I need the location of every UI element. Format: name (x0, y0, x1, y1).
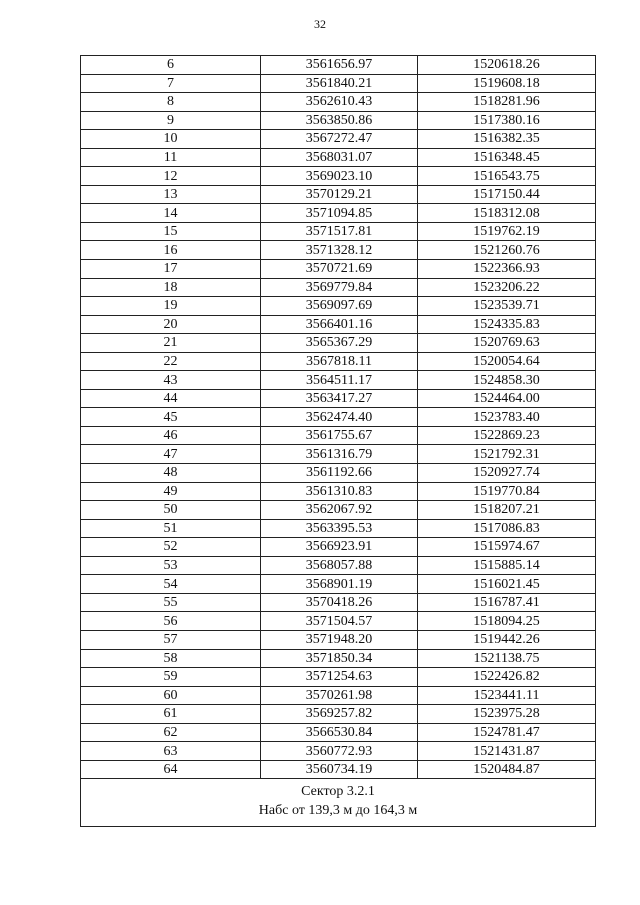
point-number-cell: 52 (81, 538, 261, 557)
x-coordinate-cell: 3571504.57 (261, 612, 418, 631)
y-coordinate-cell: 1524335.83 (418, 315, 596, 334)
x-coordinate-cell: 3562474.40 (261, 408, 418, 427)
y-coordinate-cell: 1517150.44 (418, 185, 596, 204)
page-number: 32 (314, 17, 326, 31)
table-row (81, 519, 596, 538)
point-number-cell: 12 (81, 167, 261, 186)
table-row (81, 352, 596, 371)
table-row (81, 630, 596, 649)
point-number-cell: 20 (81, 315, 261, 334)
point-number-cell: 53 (81, 556, 261, 575)
y-coordinate-cell: 1521138.75 (418, 649, 596, 668)
y-coordinate-cell: 1516348.45 (418, 148, 596, 167)
x-coordinate-cell: 3568901.19 (261, 575, 418, 594)
y-coordinate-cell: 1520927.74 (418, 464, 596, 483)
x-coordinate-cell: 3560734.19 (261, 760, 418, 779)
y-coordinate-cell: 1524858.30 (418, 371, 596, 390)
y-coordinate-cell: 1524464.00 (418, 389, 596, 408)
table-row (81, 723, 596, 742)
y-coordinate-cell: 1523975.28 (418, 705, 596, 724)
point-number-cell: 6 (81, 56, 261, 75)
point-number-cell: 15 (81, 222, 261, 241)
point-number-cell: 57 (81, 630, 261, 649)
y-coordinate-cell: 1519442.26 (418, 630, 596, 649)
x-coordinate-cell: 3568031.07 (261, 148, 418, 167)
point-number-cell: 64 (81, 760, 261, 779)
y-coordinate-cell: 1523539.71 (418, 297, 596, 316)
point-number-cell: 62 (81, 723, 261, 742)
x-coordinate-cell: 3564511.17 (261, 371, 418, 390)
point-number-cell: 10 (81, 130, 261, 149)
point-number-cell: 17 (81, 260, 261, 279)
x-coordinate-cell: 3561310.83 (261, 482, 418, 501)
y-coordinate-cell: 1523783.40 (418, 408, 596, 427)
x-coordinate-cell: 3568057.88 (261, 556, 418, 575)
y-coordinate-cell: 1519608.18 (418, 74, 596, 93)
point-number-cell: 60 (81, 686, 261, 705)
x-coordinate-cell: 3571948.20 (261, 630, 418, 649)
y-coordinate-cell: 1523206.22 (418, 278, 596, 297)
point-number-cell: 45 (81, 408, 261, 427)
x-coordinate-cell: 3560772.93 (261, 742, 418, 761)
y-coordinate-cell: 1518094.25 (418, 612, 596, 631)
table-row (81, 260, 596, 279)
x-coordinate-cell: 3569257.82 (261, 705, 418, 724)
table-row (81, 148, 596, 167)
table-row (81, 371, 596, 390)
y-coordinate-cell: 1520484.87 (418, 760, 596, 779)
y-coordinate-cell: 1521431.87 (418, 742, 596, 761)
table-row (81, 464, 596, 483)
point-number-cell: 46 (81, 426, 261, 445)
y-coordinate-cell: 1517380.16 (418, 111, 596, 130)
x-coordinate-cell: 3566530.84 (261, 723, 418, 742)
point-number-cell: 58 (81, 649, 261, 668)
y-coordinate-cell: 1522426.82 (418, 668, 596, 687)
table-row (81, 334, 596, 353)
x-coordinate-cell: 3567272.47 (261, 130, 418, 149)
y-coordinate-cell: 1524781.47 (418, 723, 596, 742)
x-coordinate-cell: 3570721.69 (261, 260, 418, 279)
point-number-cell: 48 (81, 464, 261, 483)
point-number-cell: 11 (81, 148, 261, 167)
table-row (81, 56, 596, 75)
point-number-cell: 16 (81, 241, 261, 260)
table-row (81, 742, 596, 761)
x-coordinate-cell: 3563417.27 (261, 389, 418, 408)
x-coordinate-cell: 3570129.21 (261, 185, 418, 204)
x-coordinate-cell: 3571254.63 (261, 668, 418, 687)
table-row (81, 297, 596, 316)
table-row (81, 93, 596, 112)
point-number-cell: 49 (81, 482, 261, 501)
table-row (81, 167, 596, 186)
point-number-cell: 50 (81, 501, 261, 520)
table-row (81, 593, 596, 612)
y-coordinate-cell: 1520054.64 (418, 352, 596, 371)
x-coordinate-cell: 3562067.92 (261, 501, 418, 520)
sector-title: Сектор 3.2.1 (301, 784, 375, 800)
table-row (81, 389, 596, 408)
coordinates-table-body (81, 56, 596, 779)
x-coordinate-cell: 3571094.85 (261, 204, 418, 223)
table-row (81, 760, 596, 779)
table-row (81, 556, 596, 575)
y-coordinate-cell: 1517086.83 (418, 519, 596, 538)
table-row (81, 482, 596, 501)
y-coordinate-cell: 1518207.21 (418, 501, 596, 520)
sector-row (81, 779, 596, 827)
y-coordinate-cell: 1521260.76 (418, 241, 596, 260)
sector-height-range: Набс от 139,3 м до 164,3 м (258, 803, 418, 819)
y-coordinate-cell: 1516021.45 (418, 575, 596, 594)
point-number-cell: 9 (81, 111, 261, 130)
point-number-cell: 7 (81, 74, 261, 93)
table-row (81, 74, 596, 93)
x-coordinate-cell: 3566401.16 (261, 315, 418, 334)
y-coordinate-cell: 1523441.11 (418, 686, 596, 705)
x-coordinate-cell: 3562610.43 (261, 93, 418, 112)
y-coordinate-cell: 1516787.41 (418, 593, 596, 612)
x-coordinate-cell: 3563395.53 (261, 519, 418, 538)
table-row (81, 705, 596, 724)
point-number-cell: 14 (81, 204, 261, 223)
point-number-cell: 55 (81, 593, 261, 612)
point-number-cell: 22 (81, 352, 261, 371)
point-number-cell: 43 (81, 371, 261, 390)
y-coordinate-cell: 1519762.19 (418, 222, 596, 241)
coordinates-table (80, 55, 596, 827)
point-number-cell: 8 (81, 93, 261, 112)
y-coordinate-cell: 1518281.96 (418, 93, 596, 112)
point-number-cell: 21 (81, 334, 261, 353)
table-row (81, 538, 596, 557)
point-number-cell: 61 (81, 705, 261, 724)
table-row (81, 575, 596, 594)
x-coordinate-cell: 3561755.67 (261, 426, 418, 445)
point-number-cell: 63 (81, 742, 261, 761)
table-row (81, 686, 596, 705)
table-row (81, 408, 596, 427)
x-coordinate-cell: 3567818.11 (261, 352, 418, 371)
y-coordinate-cell: 1520769.63 (418, 334, 596, 353)
x-coordinate-cell: 3561656.97 (261, 56, 418, 75)
x-coordinate-cell: 3561192.66 (261, 464, 418, 483)
y-coordinate-cell: 1518312.08 (418, 204, 596, 223)
table-row (81, 185, 596, 204)
table-row (81, 111, 596, 130)
table-row (81, 278, 596, 297)
y-coordinate-cell: 1516543.75 (418, 167, 596, 186)
point-number-cell: 51 (81, 519, 261, 538)
point-number-cell: 18 (81, 278, 261, 297)
x-coordinate-cell: 3571850.34 (261, 649, 418, 668)
table-row (81, 612, 596, 631)
y-coordinate-cell: 1521792.31 (418, 445, 596, 464)
x-coordinate-cell: 3569097.69 (261, 297, 418, 316)
y-coordinate-cell: 1519770.84 (418, 482, 596, 501)
table-row (81, 130, 596, 149)
table-row (81, 204, 596, 223)
x-coordinate-cell: 3570261.98 (261, 686, 418, 705)
table-row (81, 668, 596, 687)
point-number-cell: 13 (81, 185, 261, 204)
table-row (81, 649, 596, 668)
table-row (81, 315, 596, 334)
x-coordinate-cell: 3565367.29 (261, 334, 418, 353)
table-row (81, 501, 596, 520)
point-number-cell: 54 (81, 575, 261, 594)
point-number-cell: 19 (81, 297, 261, 316)
x-coordinate-cell: 3570418.26 (261, 593, 418, 612)
y-coordinate-cell: 1515974.67 (418, 538, 596, 557)
x-coordinate-cell: 3561316.79 (261, 445, 418, 464)
table-row (81, 241, 596, 260)
y-coordinate-cell: 1520618.26 (418, 56, 596, 75)
sector-cell (81, 779, 596, 827)
point-number-cell: 59 (81, 668, 261, 687)
x-coordinate-cell: 3563850.86 (261, 111, 418, 130)
x-coordinate-cell: 3561840.21 (261, 74, 418, 93)
x-coordinate-cell: 3569779.84 (261, 278, 418, 297)
table-row (81, 426, 596, 445)
y-coordinate-cell: 1515885.14 (418, 556, 596, 575)
x-coordinate-cell: 3566923.91 (261, 538, 418, 557)
table-row (81, 445, 596, 464)
point-number-cell: 44 (81, 389, 261, 408)
point-number-cell: 56 (81, 612, 261, 631)
y-coordinate-cell: 1522366.93 (418, 260, 596, 279)
table-row (81, 222, 596, 241)
y-coordinate-cell: 1516382.35 (418, 130, 596, 149)
x-coordinate-cell: 3571517.81 (261, 222, 418, 241)
x-coordinate-cell: 3569023.10 (261, 167, 418, 186)
x-coordinate-cell: 3571328.12 (261, 241, 418, 260)
y-coordinate-cell: 1522869.23 (418, 426, 596, 445)
point-number-cell: 47 (81, 445, 261, 464)
